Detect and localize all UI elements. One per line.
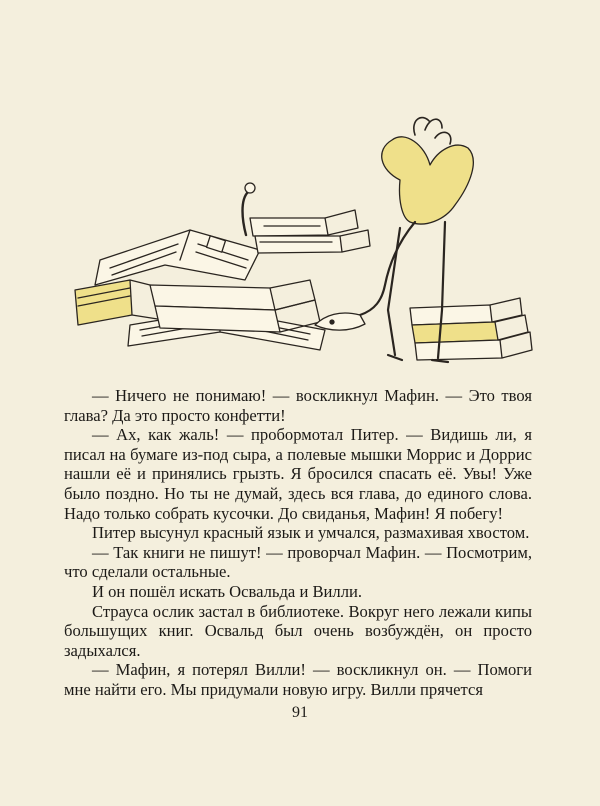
ostrich-books-drawing [70,110,540,380]
paragraph: — Так книги не пишут! — проворчал Мафин. — Посмотрим, что сделали остальные. [64,542,532,582]
paragraph: Страуса ослик застал в библиотеке. Вокруг него лежали кипы большущих книг. Освальд был очень возбуждён, он просто задыхался. [64,601,532,660]
page-number: 91 [292,704,308,721]
paragraph: Питер высунул красный язык и умчался, размахивая хвостом. [92,523,530,543]
paragraph: — Ах, как жаль! — пробормотал Питер. — Видишь ли, я писал на бумаге из-под сыра, а полевые мышки Моррис и Доррис нашли её и принялись грызть. Я бросился спасать её. Увы! Уже было поздно. Но ты не думай, здесь вся глава, до единого слова. Надо только собрать кусочки. До свиданья, Мафин! Я побегу! [64,425,532,523]
illustration-ostrich-books [70,110,540,380]
paragraph: — Ничего не понимаю! — воскликнул Мафин. — Это твоя глава? Да это просто конфетти! [64,386,532,425]
paragraph: — Мафин, я потерял Вилли! — воскликнул он. — Помоги мне найти его. Мы придумали новую игру. Вилли прячется [64,660,532,699]
story-text [64,386,532,700]
paragraph: И он пошёл искать Освальда и Вилли. [92,581,363,601]
